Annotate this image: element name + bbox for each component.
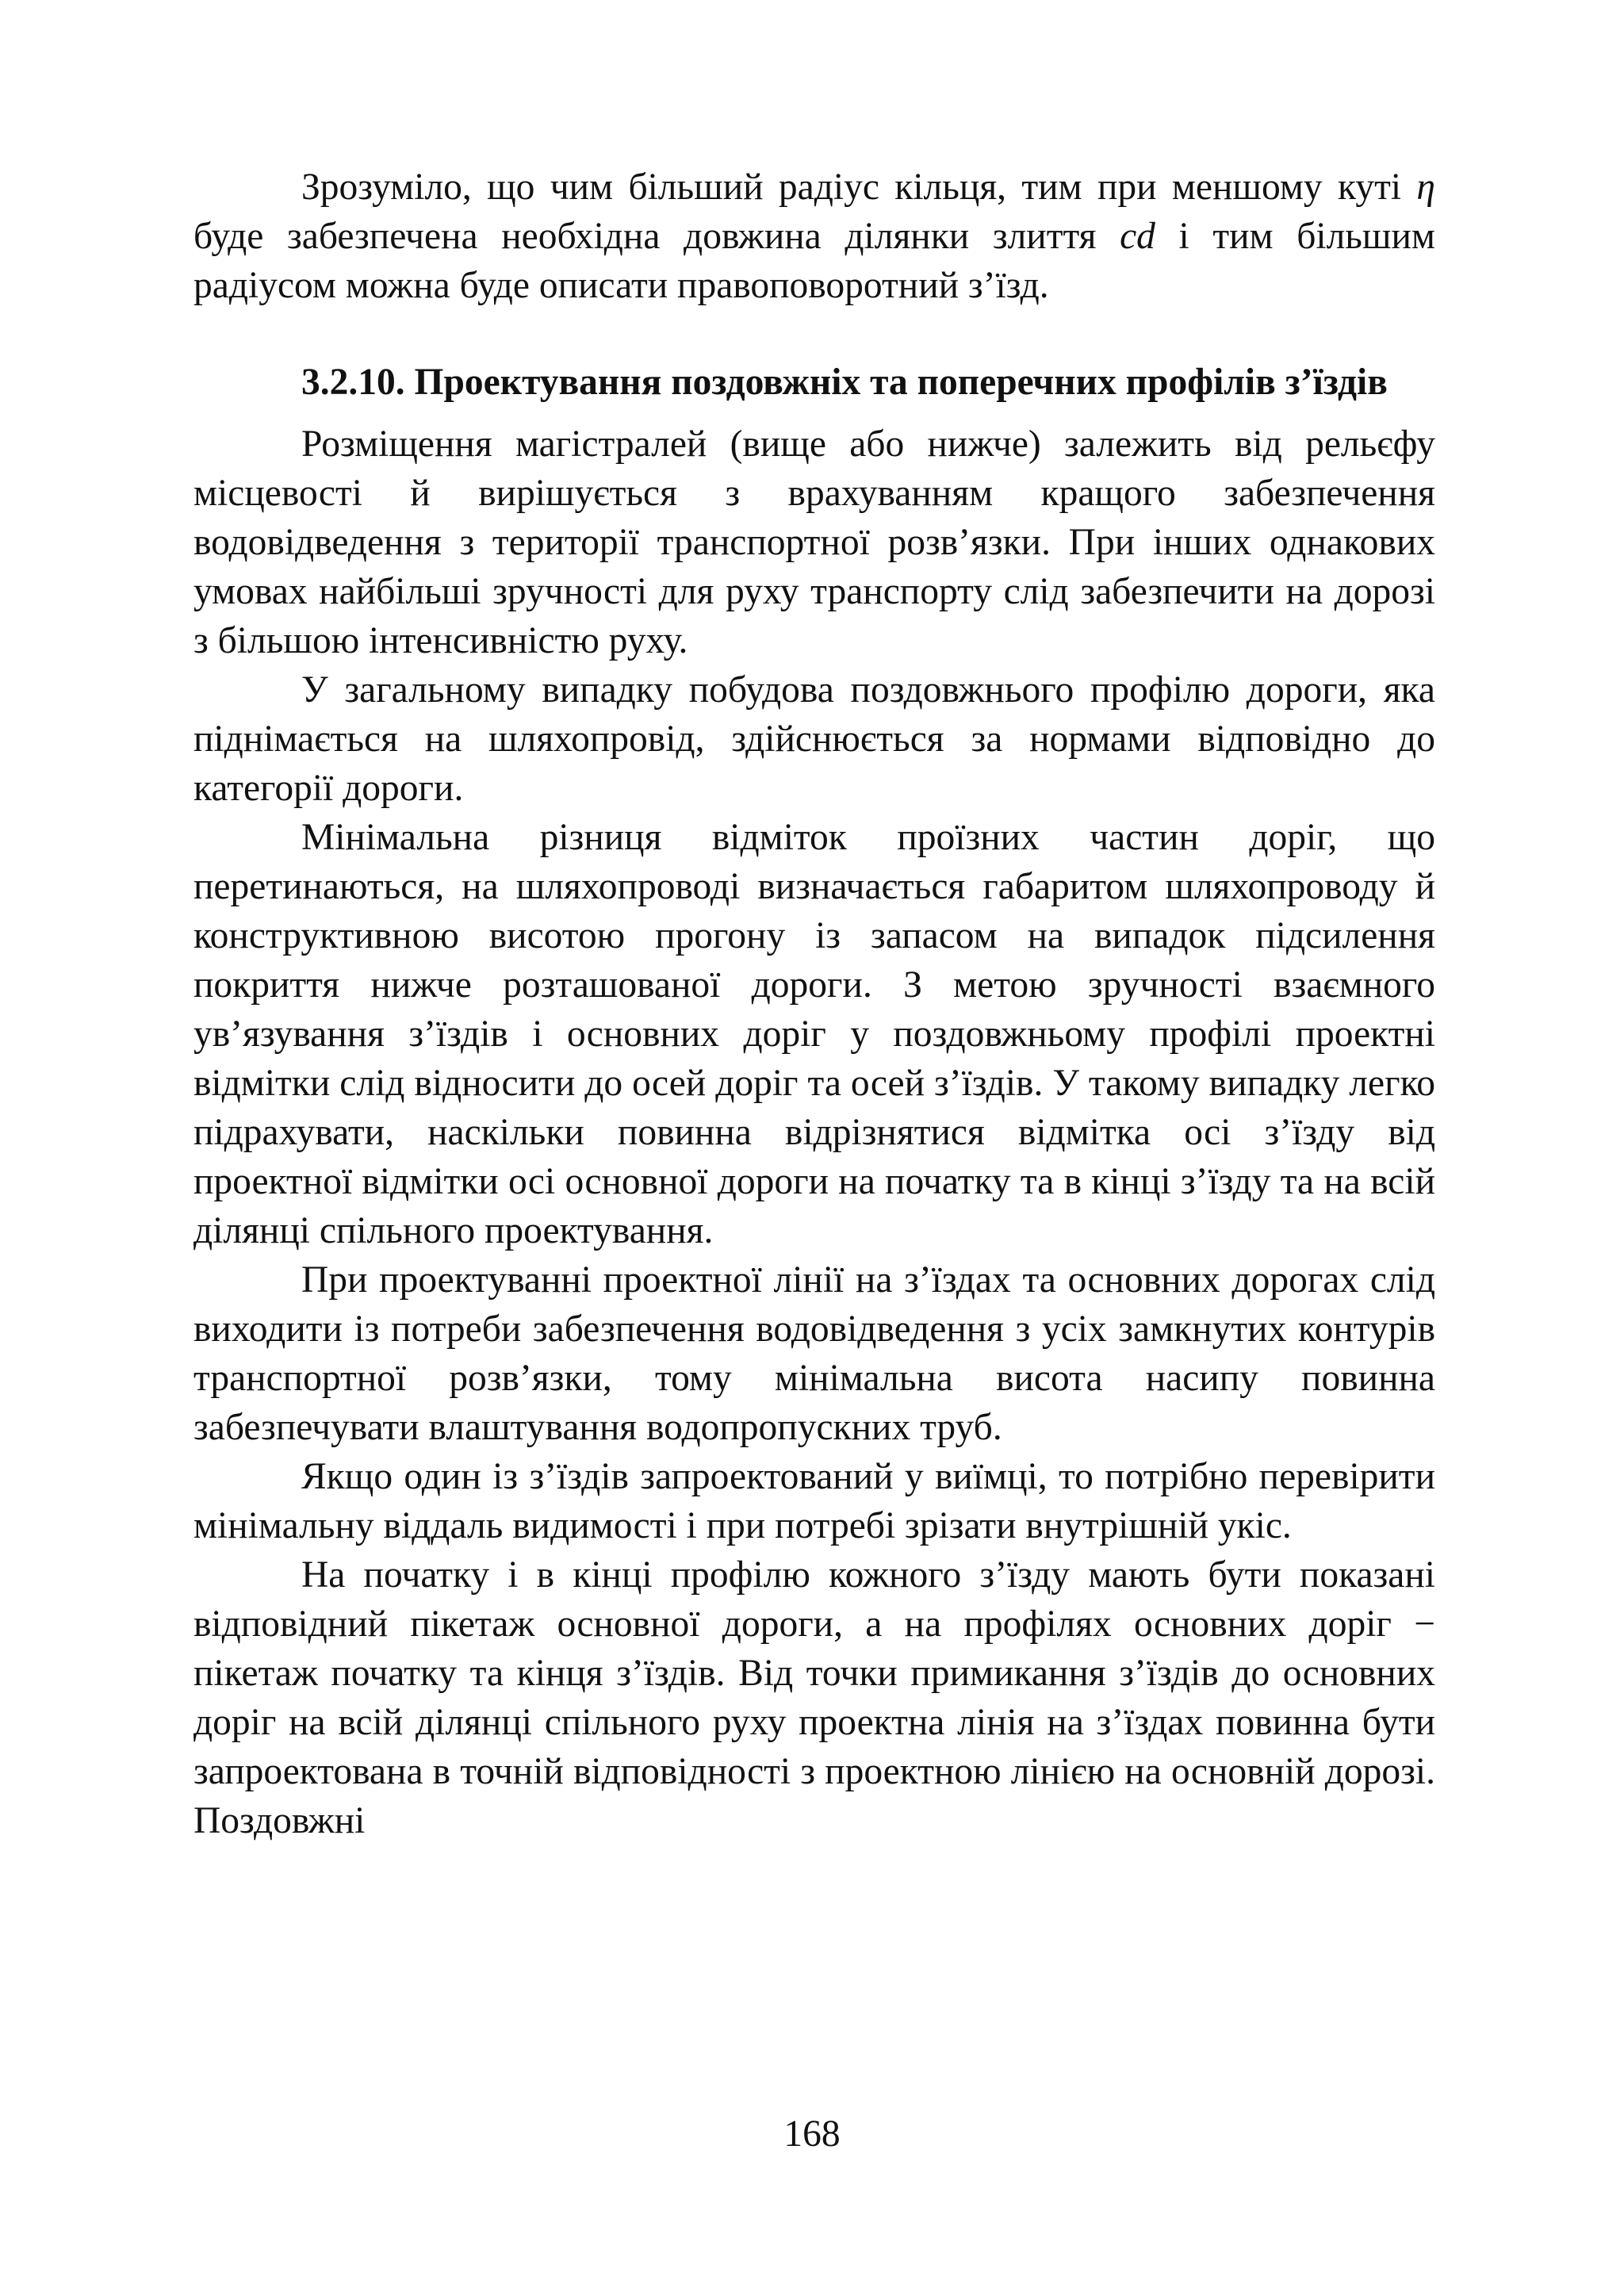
document-page [193,163,1435,1845]
eta-symbol: η [1416,167,1435,208]
paragraph: При проектуванні проектної лінії на з’їздах та основних дорогах слід виходити із потреби забезпечення водовідведення з усіх замкнутих контурів транспортної розв’язки, тому мінімальна висота насипу повинна забезпечувати влаштування водопропускних труб. [193,1259,1435,1448]
paragraph: Мінімальна різниця відміток проїзних частин доріг, що перетинаються, на шляхопроводі визначається габаритом шляхопроводу й конструктивною висотою прогону із запасом на випадок підсилення покриття нижче розташованої дороги. З метою зручності взаємного ув’язування з’їздів і основних доріг у поздовжньому профілі проектні відмітки слід відносити до осей доріг та осей з’їздів. У такому випадку легко підрахувати, наскільки повинна відрізнятися відмітка осі з’їзду від проектної відмітки осі основної дороги на початку та в кінці з’їзду та на всій ділянці спільного проектування. [193,817,1435,1251]
paragraph: У загальному випадку побудова поздовжнього профілю дороги, яка піднімається на шляхопровід, здійснюється за нормами відповідно до категорії дороги. [193,669,1435,809]
page-number: 168 [783,2113,841,2155]
intro-paragraph [193,163,1435,310]
paragraph: На початку і в кінці профілю кожного з’їзду мають бути показані відповідний пікетаж основної дороги, а на профілях основних доріг − пікетаж початку та кінця з’їздів. Від точки примикання з’їздів до основних доріг на всій ділянці спільного руху проектна лінія на з’їздах повинна бути запроектована в точній відповідності з проектною лінією на основній дорозі. Поздовжні [193,1554,1435,1841]
paragraph: Розміщення магістралей (вище або нижче) залежить від рельєфу місцевості й вирішується з врахуванням кращого забезпечення водовідведення з території транспортної розв’язки. При інших однакових умовах найбільші зручності для руху транспорту слід забезпечити на дорозі з більшою інтенсивністю руху. [193,423,1435,661]
section-heading: 3.2.10. Проектування поздовжніх та поперечних профілів з’їздів [301,362,1388,403]
cd-symbol: cd [1120,216,1155,257]
intro-text-3: і тим більшим радіусом можна буде описати правоповоротний з’їзд. [193,216,1435,306]
paragraph: Якщо один із з’їздів запроектований у виїмці, то потрібно перевірити мінімальну віддаль видимості і при потребі зрізати внутрішній укіс. [193,1456,1435,1546]
intro-text-2: буде забезпечена необхідна довжина ділянки злиття [193,216,1120,257]
intro-text-1: Зрозуміло, що чим більший радіус кільця, тим при меншому куті [301,167,1417,208]
